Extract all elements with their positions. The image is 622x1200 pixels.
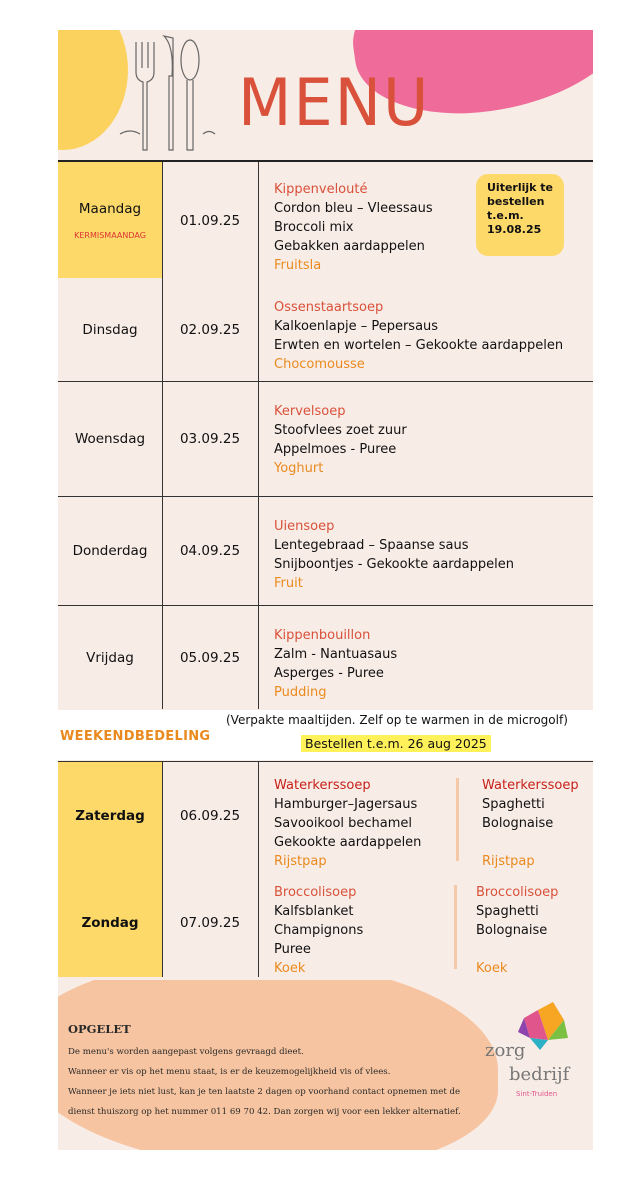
main-dish: Broccoli mix <box>274 220 354 235</box>
day-row-wednesday <box>58 382 593 497</box>
meal-cell <box>274 180 433 275</box>
alt-main-dish: Spaghetti <box>482 797 545 812</box>
day-cell <box>58 278 163 381</box>
day-name: Vrijdag <box>86 649 134 666</box>
logo-text-zorg: zorg <box>485 1040 526 1061</box>
day-row-saturday <box>58 761 593 870</box>
footer-heading: OPGELET <box>68 1022 131 1036</box>
alt-dessert: Rijstpap <box>482 854 535 869</box>
main-dish: Savooikool bechamel <box>274 816 413 831</box>
soup: Kippenbouillon <box>274 628 371 643</box>
date-cell: 02.09.25 <box>162 278 259 381</box>
logo-city: Sint-Truiden <box>516 1090 558 1098</box>
alt-main-dish: Spaghetti <box>476 904 539 919</box>
zorgbedrijf-logo <box>478 1000 588 1110</box>
alt-main-dish: Bolognaise <box>482 816 554 831</box>
date-cell: 03.09.25 <box>162 382 259 496</box>
main-dish: Erwten en wortelen – Gekookte aardappelen <box>274 338 564 353</box>
soup: Kervelsoep <box>274 404 346 419</box>
dessert: Rijstpap <box>274 854 327 869</box>
order-deadline-badge <box>476 174 564 256</box>
column-divider <box>456 778 459 861</box>
soup: Waterkerssoep <box>274 778 371 793</box>
main-dish: Kalfsblanket <box>274 904 354 919</box>
weekend-order-deadline: Bestellen t.e.m. 26 aug 2025 <box>301 735 491 752</box>
badge-line: Uiterlijk te <box>487 181 554 194</box>
footer-line: Wanneer je iets niet lust, kan je ten laatste 2 dagen op voorhand contact opnemen met de <box>68 1087 461 1097</box>
badge-line: t.e.m. <box>487 209 524 222</box>
meal-cell <box>274 883 363 978</box>
main-dish: Asperges - Puree <box>274 666 384 681</box>
day-name: Zaterdag <box>75 807 145 824</box>
date-cell: 04.09.25 <box>162 497 259 605</box>
menu-title: MENU <box>238 64 431 141</box>
weekend-title: WEEKENDBEDELING <box>60 729 211 744</box>
main-dish: Champignons <box>274 923 364 938</box>
alt-dessert: Koek <box>476 961 508 976</box>
main-dish: Cordon bleu – Vleessaus <box>274 201 433 216</box>
soup: Uiensoep <box>274 519 335 534</box>
main-dish: Appelmoes - Puree <box>274 442 397 457</box>
soup: Broccolisoep <box>274 885 357 900</box>
day-cell <box>58 382 163 496</box>
footer-line: dienst thuiszorg op het nummer 011 69 70 42. Dan zorgen wij voor een lekker alternatief. <box>68 1107 461 1117</box>
date-cell: 06.09.25 <box>162 762 259 869</box>
alt-meal-cell <box>476 883 558 978</box>
badge-line: 19.08.25 <box>487 223 542 236</box>
day-name: Donderdag <box>72 543 148 559</box>
meal-cell <box>274 517 514 593</box>
day-row-sunday <box>58 869 593 977</box>
menu-header <box>58 30 593 160</box>
dessert: Koek <box>274 961 306 976</box>
main-dish: Snijboontjes - Gekookte aardappelen <box>274 557 514 572</box>
main-dish: Stoofvlees zoet zuur <box>274 423 407 438</box>
footer-line: Wanneer er vis op het menu staat, is er de keuzemogelijkheid vis of vlees. <box>68 1067 391 1077</box>
footer-line: De menu's worden aangepast volgens gevraagd dieet. <box>68 1047 304 1057</box>
weekend-note: (Verpakte maaltijden. Zelf op te warmen in de microgolf) <box>226 713 568 727</box>
date-cell: 07.09.25 <box>162 869 259 977</box>
day-row-thursday <box>58 497 593 606</box>
dessert: Chocomousse <box>274 357 365 372</box>
alt-meal-cell <box>482 776 579 871</box>
soup: Ossenstaartsoep <box>274 300 384 315</box>
meal-cell <box>274 298 563 374</box>
day-cell <box>58 497 163 605</box>
dessert: Fruitsla <box>274 258 322 273</box>
alt-soup: Broccolisoep <box>476 885 559 900</box>
day-name: Maandag <box>78 201 142 217</box>
main-dish: Puree <box>274 942 311 957</box>
day-row-monday <box>58 160 593 280</box>
day-name: Zondag <box>81 915 139 931</box>
alt-main-dish: Bolognaise <box>476 923 548 938</box>
weekend-banner <box>58 710 593 760</box>
dessert: Yoghurt <box>274 461 324 476</box>
main-dish: Lentegebraad – Spaanse saus <box>274 538 469 553</box>
day-row-friday <box>58 606 593 709</box>
footer-notice <box>68 1022 461 1122</box>
meal-cell <box>274 776 421 871</box>
footer <box>58 980 593 1150</box>
date-cell: 01.09.25 <box>162 162 259 279</box>
meal-cell <box>274 402 407 478</box>
menu-page <box>58 30 593 1150</box>
day-cell <box>58 869 163 977</box>
badge-line: bestellen <box>487 195 545 208</box>
column-divider <box>454 885 457 969</box>
alt-soup: Waterkerssoep <box>482 778 579 793</box>
day-cell <box>58 606 163 709</box>
logo-text-bedrijf: bedrijf <box>509 1064 570 1085</box>
date-cell: 05.09.25 <box>162 606 259 709</box>
main-dish: Hamburger–Jagersaus <box>274 797 418 812</box>
main-dish: Gekookte aardappelen <box>274 835 422 850</box>
soup: Kippenvelouté <box>274 182 368 197</box>
dessert: Fruit <box>274 576 303 591</box>
meal-cell <box>274 626 397 702</box>
main-dish: Gebakken aardappelen <box>274 239 425 254</box>
day-cell <box>58 762 163 869</box>
cutlery-icon <box>118 30 218 155</box>
day-name: Dinsdag <box>82 321 138 338</box>
day-row-tuesday <box>58 278 593 382</box>
day-cell <box>58 162 163 279</box>
day-name: Woensdag <box>74 431 146 447</box>
main-dish: Kalkoenlapje – Pepersaus <box>274 319 439 334</box>
main-dish: Zalm - Nantuasaus <box>274 647 398 662</box>
day-note: KERMISMAANDAG <box>74 231 146 240</box>
dessert: Pudding <box>274 685 327 700</box>
